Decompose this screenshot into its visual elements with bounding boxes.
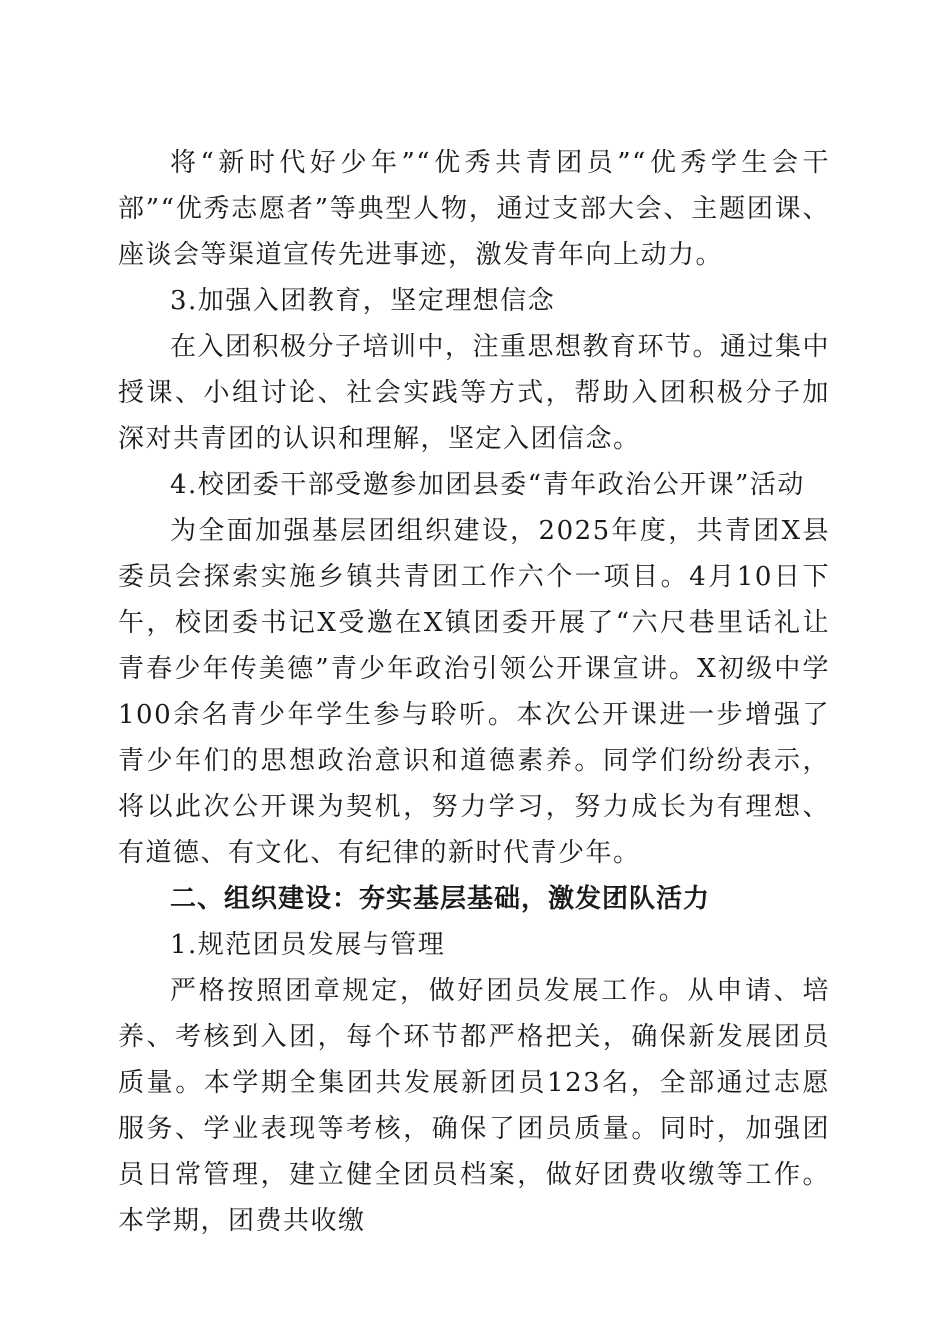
subheading-league-education: 3.加强入团教育，坚定理想信念: [170, 286, 556, 316]
paragraph-member-development: 严格按照团章规定，做好团员发展工作。从申请、培养、考核到入团，每个环节都严格把关，确保新发展团员质量。本学期全集团共发展新团员123名，全部通过志愿服务、学业表现等考核，确保了团员质量。同时，加强团员日常管理，建立健全团员档案，做好团费收缴等工作。本学期，团费共收缴: [118, 976, 830, 1236]
paragraph-typical-figures: 将“新时代好少年”“优秀共青团员”“优秀学生会干部”“优秀志愿者”等典型人物，通过支部大会、主题团课、座谈会等渠道宣传先进事迹，激发青年向上动力。: [118, 148, 830, 270]
subheading-politics-open-class: 4.校团委干部受邀参加团县委“青年政治公开课”活动: [170, 470, 805, 500]
paragraph-open-class-event: 为全面加强基层团组织建设，2025年度，共青团X县委员会探索实施乡镇共青团工作六个一项目。4月10日下午，校团委书记X受邀在X镇团委开展了“六尺巷里话礼让青春少年传美德”青少年政治引领公开课宣讲。X初级中学100余名青少年学生参与聆听。本次公开课进一步增强了青少年们的思想政治意识和道德素养。同学们纷纷表示，将以此次公开课为契机，努力学习，努力成长为有理想、有道德、有文化、有纪律的新时代青少年。: [118, 516, 830, 868]
paragraph-activist-training: 在入团积极分子培训中，注重思想教育环节。通过集中授课、小组讨论、社会实践等方式，帮助入团积极分子加深对共青团的认识和理解，坚定入团信念。: [118, 332, 831, 454]
section-heading-organization: 二、组织建设：夯实基层基础，激发团队活力: [170, 884, 711, 914]
subheading-member-management: 1.规范团员发展与管理: [170, 930, 446, 960]
document-page: [118, 140, 830, 1244]
